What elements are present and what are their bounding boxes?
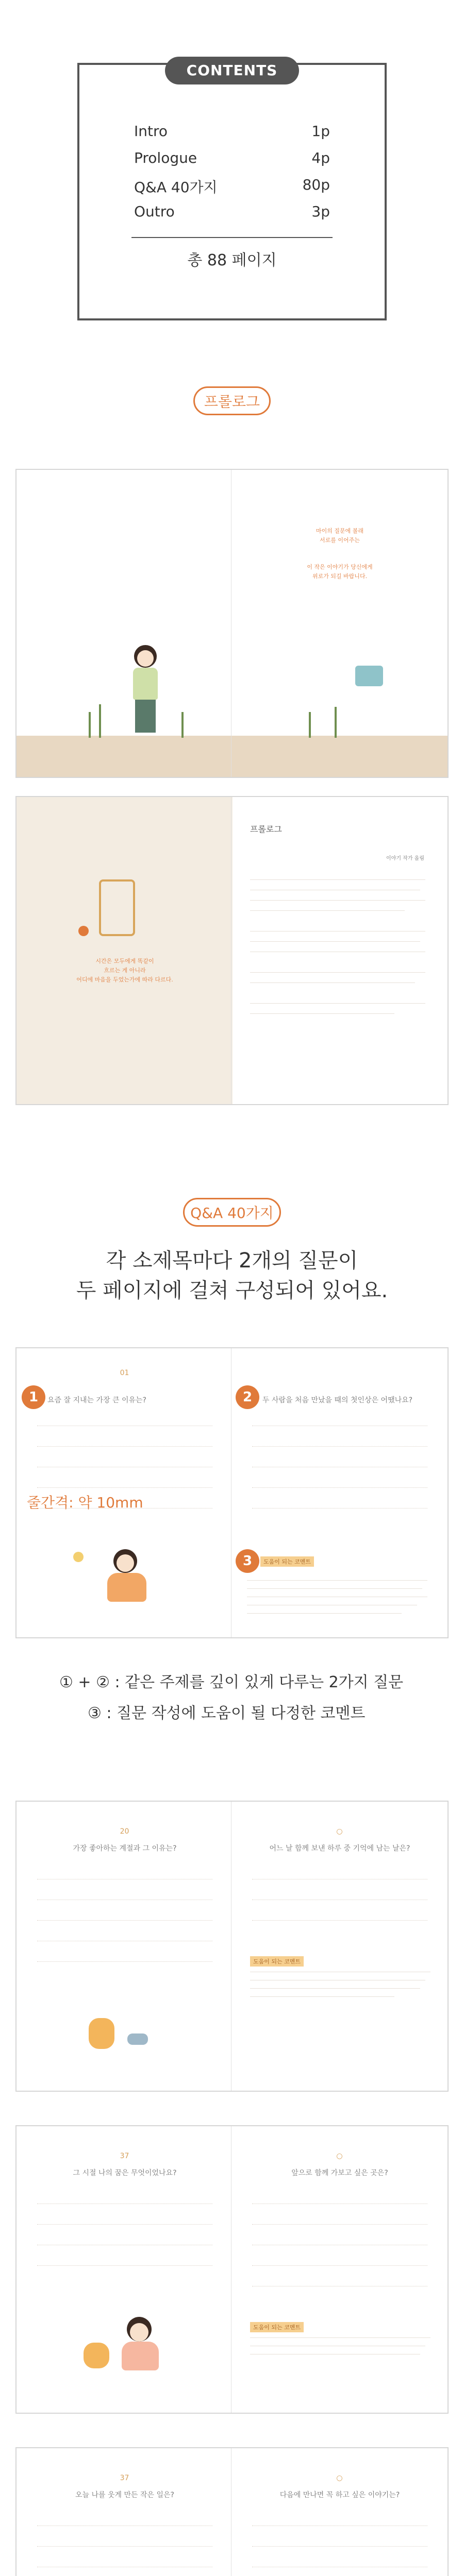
paragraph-placeholder: [250, 879, 425, 880]
dedication-line: 이 작은 이야기가 당신에게: [307, 564, 373, 570]
page-number-circle: ○: [336, 2152, 343, 2160]
contents-value: 3p: [311, 203, 330, 220]
spread-left-page: [16, 2448, 233, 2576]
comment-placeholder: [247, 1580, 427, 1581]
contents-total: 총 88 페이지: [187, 251, 277, 269]
answer-line: [252, 2224, 427, 2225]
answer-line: [252, 1487, 427, 1488]
pet-illustration: [127, 2033, 148, 2045]
pants: [135, 700, 156, 733]
contents-label: Intro: [134, 123, 168, 140]
question-left: 그 시절 나의 꿈은 무엇이었나요?: [73, 2169, 177, 2177]
paragraph-placeholder: [250, 910, 405, 911]
annotation-circle-2: 2: [236, 1385, 259, 1409]
question-left: 오늘 나를 웃게 만든 작은 일은?: [75, 2491, 174, 2499]
question-left: 요즘 잘 지내는 가장 큰 이유는?: [47, 1396, 146, 1404]
caption-line: 시간은 모두에게 똑같이: [95, 958, 154, 964]
face: [117, 1554, 134, 1572]
cat-illustration: [84, 2343, 109, 2368]
spread-right-page: [231, 797, 448, 1104]
watering-can-icon: [355, 666, 383, 686]
contents-label: Prologue: [134, 149, 197, 166]
qa-headline-2: 두 페이지에 걸쳐 구성되어 있어요.: [76, 1279, 388, 1302]
moon-icon: [73, 1552, 84, 1562]
tip-tag: 도움이 되는 코멘트: [250, 1956, 304, 1967]
contents-value: 80p: [302, 176, 330, 193]
person-illustration: [104, 1549, 151, 1606]
dedication-text: [273, 527, 407, 545]
contents-row-intro: [134, 123, 330, 143]
page-number: 37: [120, 2474, 129, 2482]
face: [137, 650, 154, 667]
qa-example-spread-1: [15, 1801, 449, 2092]
contents-row-prologue: [134, 149, 330, 170]
shirt: [122, 2342, 159, 2370]
page-number: 37: [120, 2152, 129, 2160]
question-left: 가장 좋아하는 계절과 그 이유는?: [73, 1844, 177, 1853]
question-right: 다음에 만나면 꼭 하고 싶은 이야기는?: [279, 2491, 400, 2499]
paragraph-placeholder: [250, 941, 420, 942]
ground-strip: [16, 736, 233, 777]
contents-row-outro: [134, 203, 330, 224]
answer-line: [37, 2265, 212, 2266]
comment-placeholder: [247, 1613, 402, 1614]
cat-illustration: [89, 2018, 114, 2049]
contents-divider: [131, 237, 333, 238]
paragraph-placeholder: [250, 1013, 394, 1014]
answer-line: [37, 1961, 212, 1962]
spread-right-page: [231, 1348, 448, 1637]
page-number: 01: [120, 1369, 129, 1377]
face: [130, 2323, 148, 2342]
legend-row-1: ① + ② : 같은 주제를 깊이 있게 다루는 2가지 질문: [59, 1673, 404, 1691]
line-spacing-label: 줄간격: 약 10mm: [27, 1494, 143, 1511]
contents-badge: CONTENTS: [165, 57, 299, 84]
comment-placeholder: [250, 2337, 430, 2338]
qa-example-spread-3: [15, 2447, 449, 2576]
paragraph-placeholder: [250, 982, 415, 983]
spread-right-page: [231, 470, 448, 777]
shirt: [107, 1573, 146, 1602]
spread-right-page: [231, 1802, 448, 2091]
comment-placeholder: [247, 1588, 422, 1589]
caption-line: 흐르는 게 아니라: [104, 967, 146, 974]
qa-example-spread-2: [15, 2125, 449, 2414]
author-sign: 이야기 작가 올림: [386, 856, 424, 861]
answer-line: [252, 1508, 427, 1509]
spread-left-page: [16, 1802, 233, 2091]
annotation-circle-1: 1: [22, 1385, 45, 1409]
dedication-line: 위로가 되길 바랍니다.: [312, 573, 368, 580]
question-right: 두 사람을 처음 만났을 때의 첫인상은 어땠나요?: [262, 1396, 413, 1404]
prologue-caption: [47, 957, 202, 985]
plant-icon: [181, 712, 184, 738]
spread-left-page: [16, 2126, 233, 2413]
caption-line: 어디에 마음을 두었는가에 따라 다르다.: [76, 976, 173, 983]
plant-icon: [335, 707, 337, 738]
yarn-ball-icon: [78, 926, 89, 936]
ground-strip: [231, 736, 448, 777]
answer-line: [37, 1446, 212, 1447]
plant-icon: [309, 712, 311, 738]
answer-line: [252, 2265, 427, 2266]
annotation-circle-3: 3: [236, 1549, 259, 1573]
contents-row-qa: [134, 176, 330, 197]
tip-tag: 도움이 되는 코멘트: [260, 1556, 314, 1567]
spread-left-page: [16, 470, 233, 777]
question-right: 앞으로 함께 가보고 싶은 곳은?: [291, 2169, 388, 2177]
question-right: 어느 날 함께 보낸 하루 중 기억에 남는 날은?: [269, 1844, 410, 1853]
spread-left-page: [16, 1348, 233, 1637]
page-number-circle: ○: [336, 1827, 343, 1836]
qa-headline-1: 각 소제목마다 2개의 질문이: [106, 1249, 358, 1273]
dedication-line: 마이의 질문에 볼래: [316, 528, 363, 534]
answer-line: [37, 2224, 212, 2225]
qa-annotated-spread: [15, 1347, 449, 1638]
answer-line: [252, 1920, 427, 1921]
plant-icon: [89, 712, 91, 738]
prologue-spread-1: [15, 469, 449, 778]
plant-icon: [99, 704, 101, 738]
comment-placeholder: [250, 1988, 420, 1989]
page-number: 20: [120, 1827, 129, 1836]
prologue-pill: 프롤로그: [193, 386, 271, 415]
qa-pill: Q&A 40가지: [183, 1198, 281, 1227]
tip-tag: 도움이 되는 코멘트: [250, 2322, 304, 2332]
contents-value: 4p: [311, 149, 330, 166]
chair-illustration: [99, 879, 135, 936]
page-number-circle: ○: [336, 2474, 343, 2482]
person-illustration: [130, 645, 161, 738]
spread-left-page: [16, 797, 233, 1104]
legend-row-2: ③ : 질문 작성에 도움이 될 다정한 코멘트: [88, 1704, 366, 1722]
spread-right-page: [231, 2126, 448, 2413]
answer-line: [37, 1920, 212, 1921]
comment-placeholder: [250, 1996, 394, 1997]
answer-line: [252, 1446, 427, 1447]
contents-label: Q&A 40가지: [134, 179, 218, 196]
dedication-line: 서로를 이어주는: [320, 537, 360, 544]
prologue-spread-2: [15, 796, 449, 1105]
contents-value: 1p: [311, 123, 330, 140]
prologue-title: 프롤로그: [250, 824, 282, 834]
contents-label: Outro: [134, 203, 175, 220]
shirt: [133, 668, 158, 700]
answer-line: [37, 2546, 212, 2547]
paragraph-placeholder: [250, 900, 425, 901]
paragraph-placeholder: [250, 1003, 425, 1004]
spread-right-page: [231, 2448, 448, 2576]
paragraph-placeholder: [250, 972, 425, 973]
dedication-text: [273, 563, 407, 581]
answer-line: [252, 2546, 427, 2547]
answer-line: [37, 1487, 212, 1488]
person-illustration: [120, 2317, 161, 2374]
